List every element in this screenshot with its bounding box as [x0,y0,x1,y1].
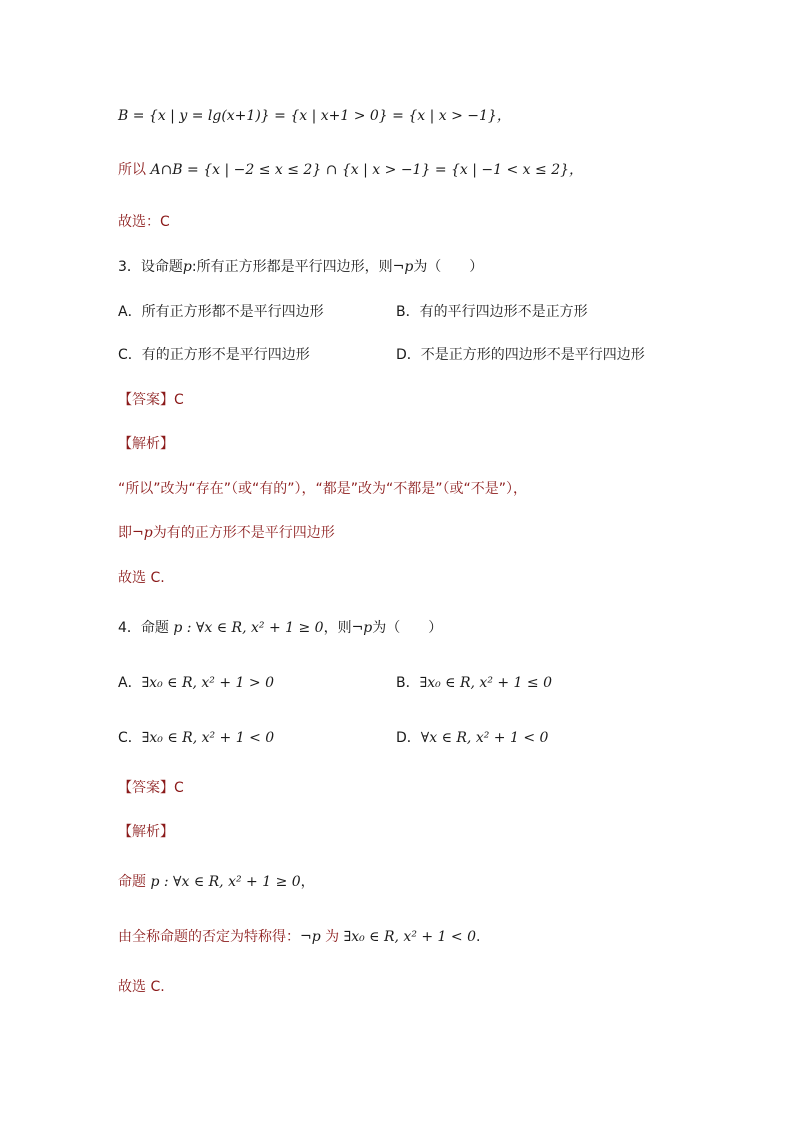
q3-answer: 【答案】C [118,392,184,408]
q4-analysis-line1-end: ， [300,874,315,890]
q4-option-a-text: ∃x₀ ∈ R, x² + 1 > 0 [141,675,274,691]
q3-option-c-key: C． [118,347,142,363]
q4-analysis-line2-prefix: 由全称命题的否定为特称得： [118,929,300,945]
q4-stem [118,618,442,638]
q3-stem-mid: :所有正方形都是平行四边形，则 [191,259,393,275]
q4-analysis-line2-mid: 为 [320,929,344,945]
q3-option-c [118,345,310,365]
q3-analysis-line2-rest: 为有的正方形不是平行四边形 [152,525,335,541]
q4-stem-math: p : ∀x ∈ R, x² + 1 ≥ 0 [173,620,324,636]
q3-analysis-line2-prefix: 即 [118,525,132,541]
q3-option-d-key: D． [396,347,421,363]
q4-analysis-line1 [118,872,315,892]
q3-option-b-key: B． [396,304,420,320]
q4-analysis-line2-math: ∃x₀ ∈ R, x² + 1 < 0 [343,929,477,945]
q4-conclusion: 故选 C. [118,979,165,995]
q4-option-b [396,673,552,693]
q3-analysis-negp: ¬p [132,525,153,541]
q3-analysis-line1: “所以”改为“存在”（或“有的”），“都是”改为“不都是”（或“不是”）， [118,481,528,497]
q3-conclusion: 故选 C. [118,570,165,586]
q4-analysis-title: 【解析】 [118,824,174,840]
q4-analysis-line1-prefix: 命题 [118,874,151,890]
q4-option-b-text: ∃x₀ ∈ R, x² + 1 ≤ 0 [419,675,553,691]
q4-option-d-text: ∀x ∈ R, x² + 1 < 0 [420,730,549,746]
q3-stem-num: 3．设命题 [118,259,183,275]
q3-option-b [396,302,588,322]
q4-stem-prefix: 4．命题 [118,620,174,636]
q4-option-c-text: ∃x₀ ∈ R, x² + 1 < 0 [141,730,275,746]
intersection-prefix: 所以 [118,162,151,178]
q4-option-a [118,673,274,693]
q3-stem-end: 为（ ） [413,259,484,275]
q4-option-c-key: C． [118,730,142,746]
q3-option-a-text: 所有正方形都不是平行四边形 [141,304,324,320]
q4-analysis-line2-negp: ¬p [300,929,321,945]
q4-analysis-line1-math: p : ∀x ∈ R, x² + 1 ≥ 0 [150,874,301,890]
q3-option-d-text: 不是正方形的四边形不是平行四边形 [420,347,645,363]
q3-option-b-text: 有的平行四边形不是正方形 [419,304,588,320]
q4-stem-end: 为（ ） [372,620,443,636]
q4-answer: 【答案】C [118,780,184,796]
previous-answer: 故选：C [118,214,170,230]
intersection-line [118,160,583,180]
q3-analysis-title: 【解析】 [118,436,174,452]
q4-option-a-key: A． [118,675,142,691]
intersection-math: A∩B = {x | −2 ≤ x ≤ 2} ∩ {x | x > −1} = {x | −1 < x ≤ 2}， [150,162,584,178]
set-b-line [118,106,511,126]
q4-analysis-line2 [118,927,480,947]
q3-analysis-line2 [118,523,335,543]
q4-stem-negp: ¬p [351,620,373,636]
q3-stem [118,257,483,277]
q3-stem-p: p [182,259,192,275]
q3-option-a [118,302,324,322]
q4-analysis-line2-end: . [476,929,481,945]
q4-option-c [118,728,274,748]
q4-option-d-key: D． [396,730,421,746]
q3-option-c-text: 有的正方形不是平行四边形 [141,347,310,363]
set-b-math: B = {x | y = lg(x+1)} = {x | x+1 > 0} = {x | x > −1}， [118,108,511,124]
q4-stem-mid: ，则 [323,620,352,636]
q4-option-b-key: B． [396,675,420,691]
q4-option-d [396,728,548,748]
q3-stem-negp: ¬p [392,259,414,275]
q3-option-d [396,345,645,365]
q3-option-a-key: A． [118,304,142,320]
